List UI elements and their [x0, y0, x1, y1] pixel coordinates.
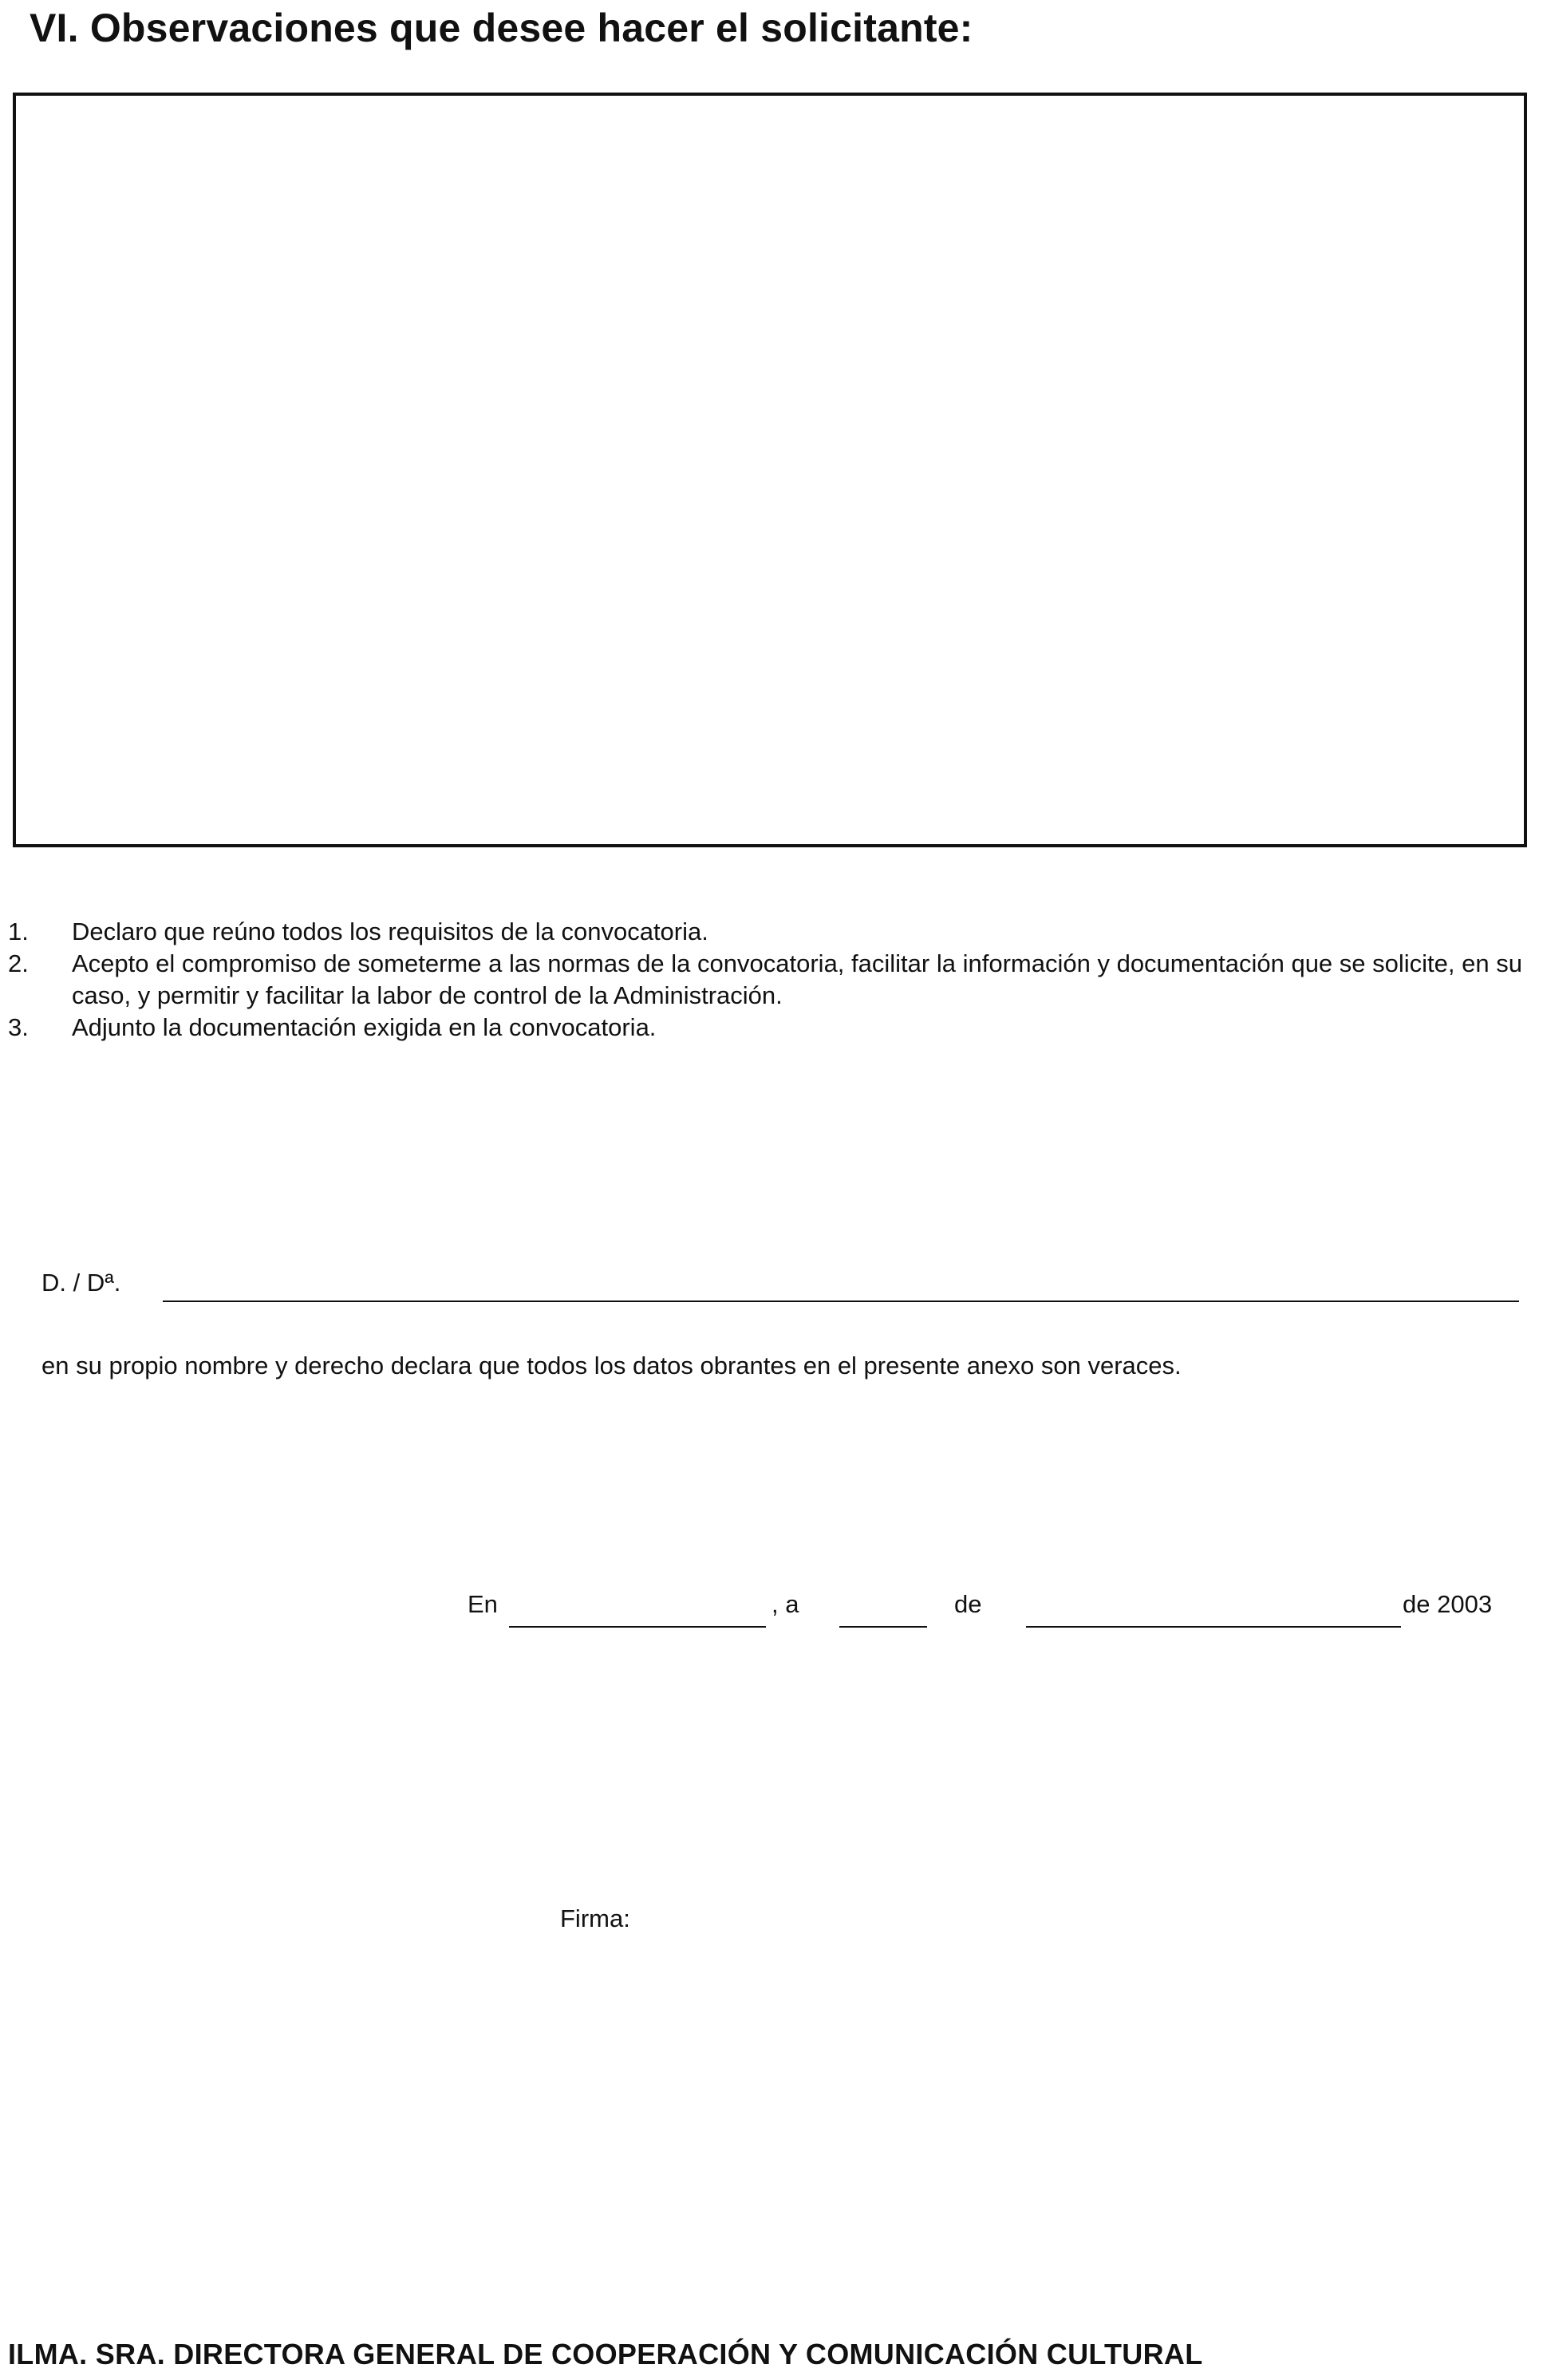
declaration-text: Declaro que reúno todos los requisitos de la convocatoria.: [72, 918, 708, 945]
date-year-label: de 2003: [1403, 1590, 1493, 1618]
date-de-label: de: [954, 1590, 982, 1618]
section-title: VI. Observaciones que desee hacer el solicitante:: [30, 6, 973, 50]
addressee: ILMA. SRA. DIRECTORA GENERAL DE COOPERACIÓN Y COMUNICACIÓN CULTURAL: [8, 2338, 1203, 2370]
date-a-label: , a: [772, 1590, 799, 1618]
day-field[interactable]: [839, 1626, 927, 1628]
place-field[interactable]: [509, 1626, 766, 1628]
date-en-label: En: [468, 1590, 498, 1618]
declaration-item: [8, 948, 1522, 1012]
declaration-number: 3.: [8, 1013, 29, 1041]
declaration-number: 1.: [8, 918, 29, 945]
declaration-item: [8, 916, 1522, 948]
declaration-item: [8, 1012, 1522, 1044]
applicant-statement: en su propio nombre y derecho declara que todos los datos obrantes en el presente anexo son veraces.: [41, 1352, 1182, 1379]
declaration-text: Acepto el compromiso de someterme a las normas de la convocatoria, facilitar la información y documentación que se solicite, en su caso, y permitir y facilitar la labor de control de la Administración.: [72, 949, 1522, 1009]
month-field[interactable]: [1026, 1626, 1401, 1628]
declaration-text: Adjunto la documentación exigida en la convocatoria.: [72, 1013, 657, 1041]
applicant-name-field[interactable]: [163, 1301, 1519, 1302]
applicant-name-label: D. / Dª.: [41, 1269, 121, 1297]
signature-label: Firma:: [560, 1904, 630, 1932]
declaration-number: 2.: [8, 949, 29, 977]
declarations-list: [8, 916, 1522, 1044]
observations-box[interactable]: [13, 93, 1527, 847]
